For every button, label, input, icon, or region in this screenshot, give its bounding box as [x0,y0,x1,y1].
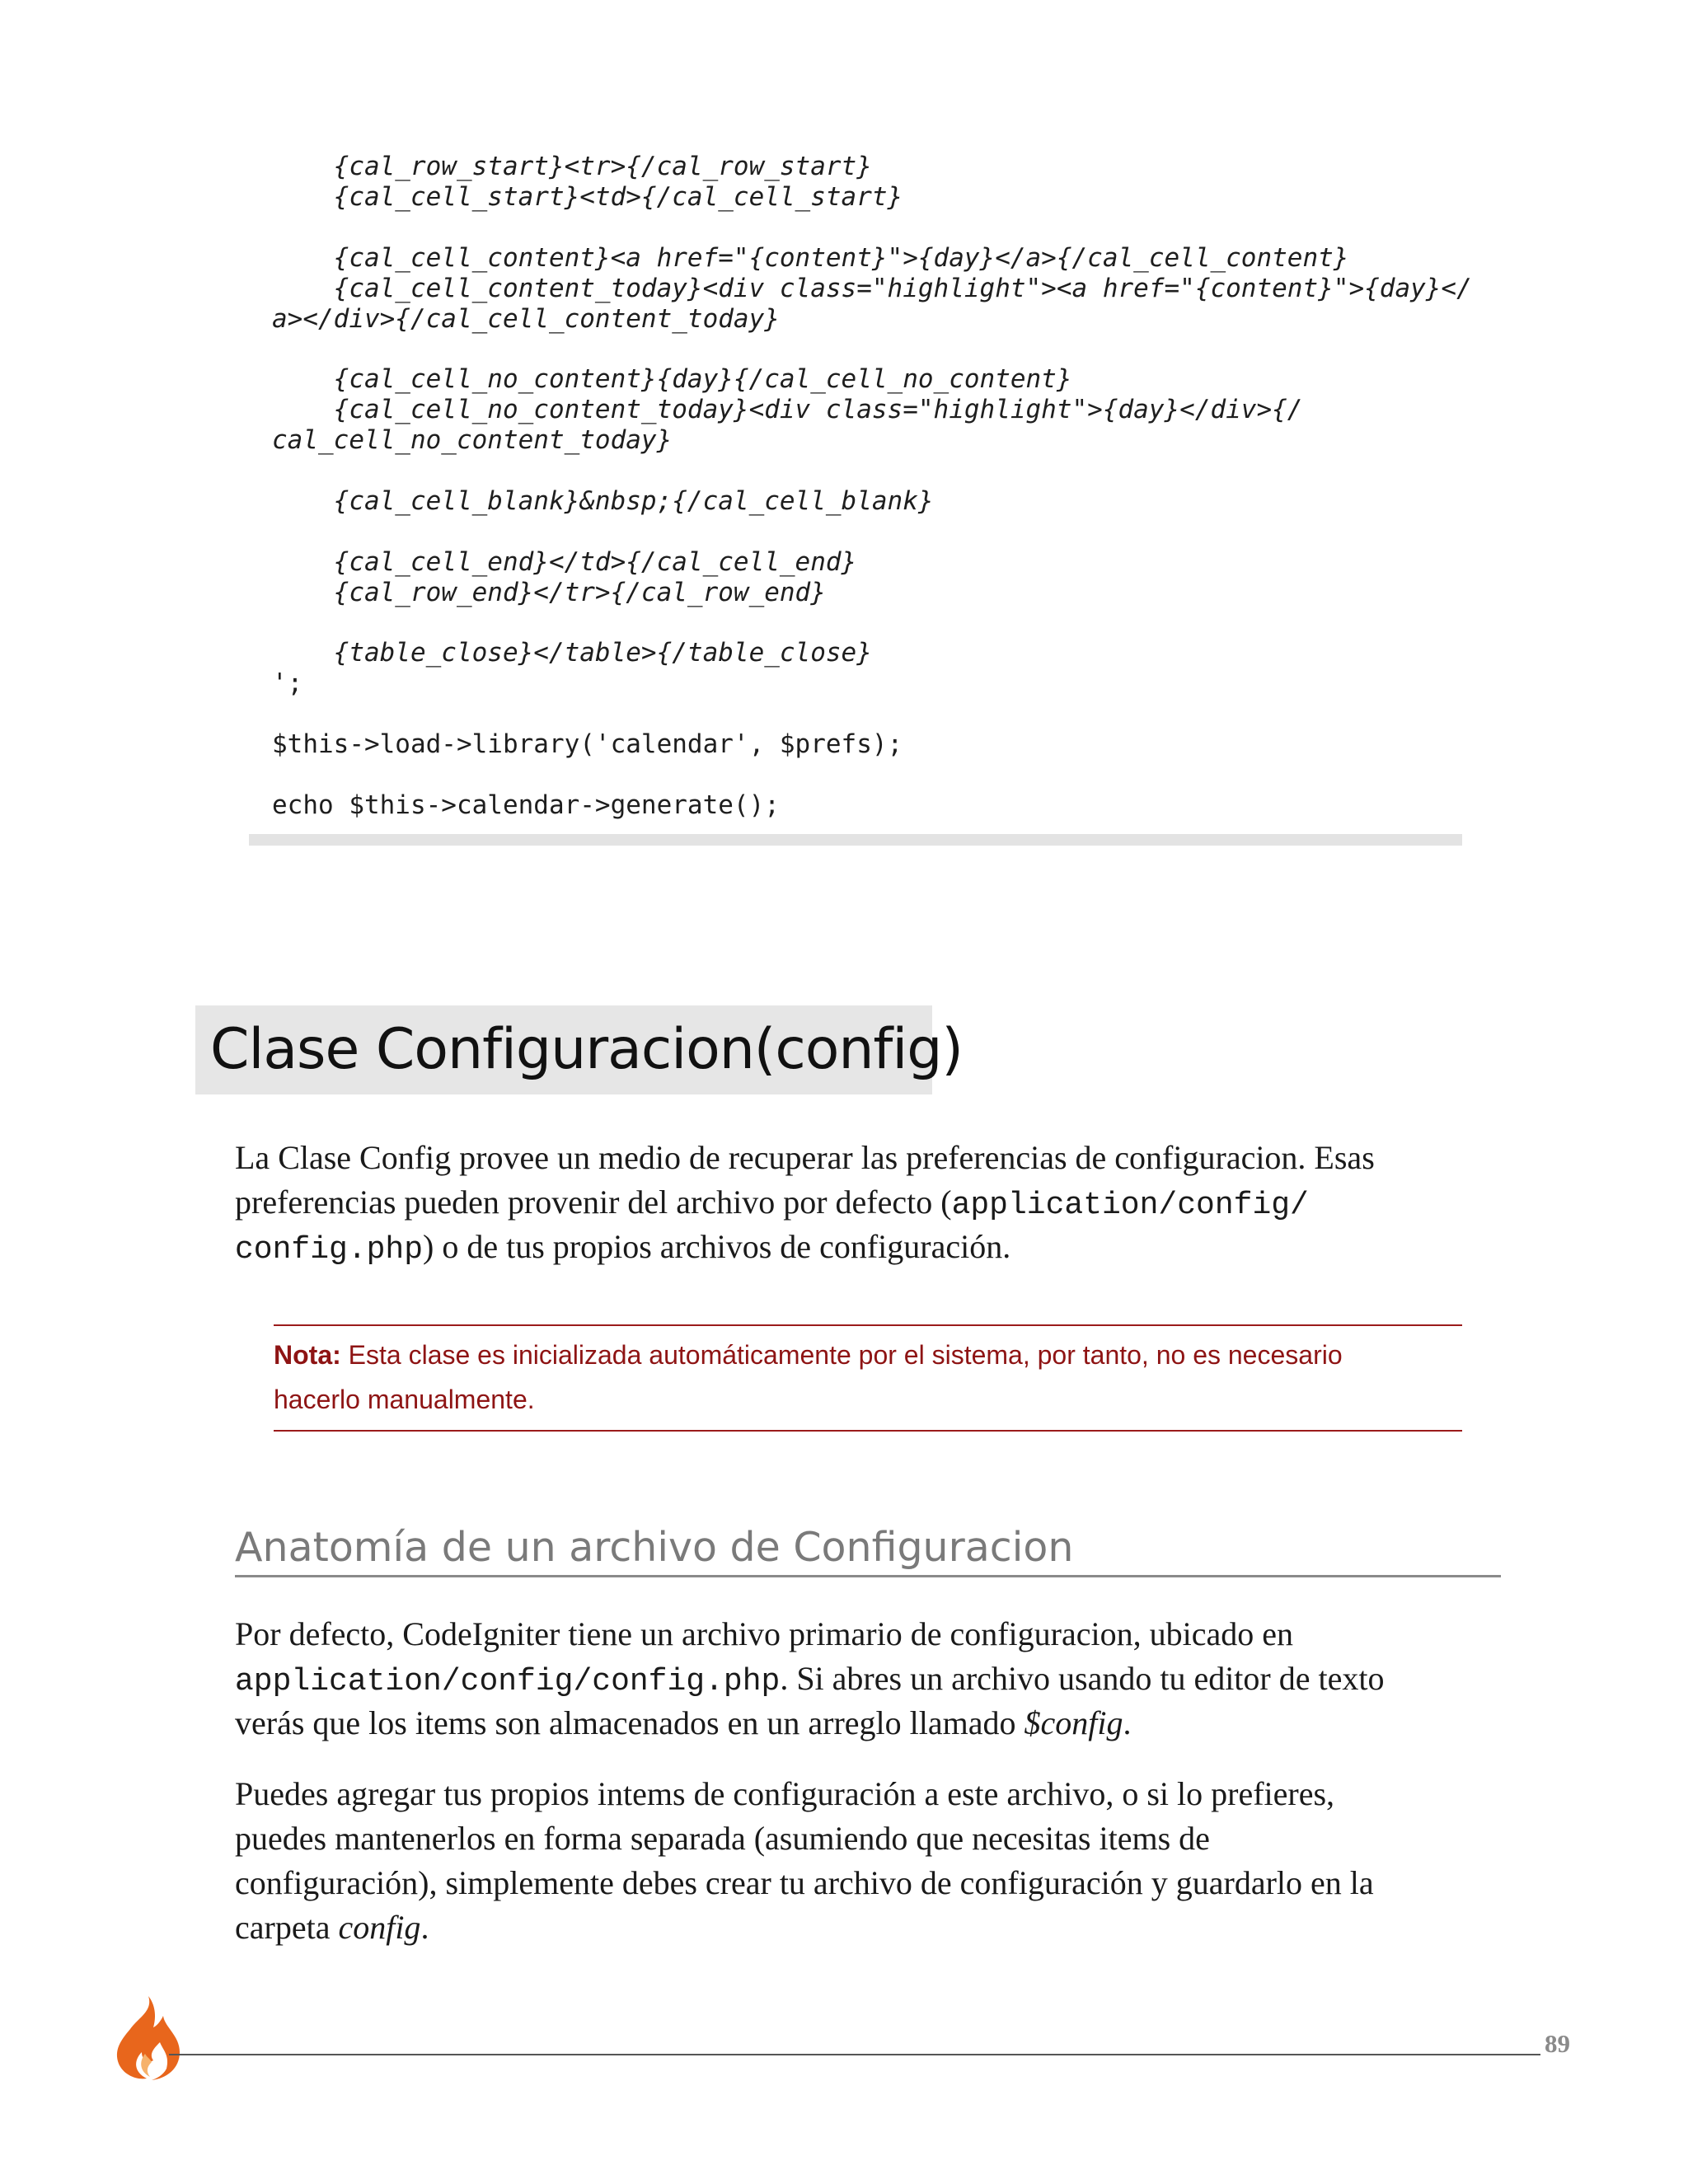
text-span: ) o de tus propios archivos de configuración. [423,1228,1011,1265]
section-title: Clase Configuracion(config) [210,1017,963,1082]
emphasis: $config [1024,1704,1123,1741]
codeigniter-flame-icon [106,1993,185,2082]
code-line: {cal_cell_start}<td>{/cal_cell_start} [272,182,903,212]
code-line: {cal_cell_content}<a href="{content}">{day}</a>{/cal_cell_content} [272,243,1349,273]
text-line [235,1180,1504,1225]
code-line: {table_close}</table>{/table_close} [272,638,872,668]
code-line: $this->load->library('calendar', $prefs); [272,729,903,759]
emphasis: config [338,1909,421,1946]
inline-code: application/config/ [951,1188,1309,1223]
note-bottom-rule [274,1430,1462,1432]
text-line [235,1701,1504,1746]
text-span: preferencias pueden provenir del archivo por defecto ( [235,1183,952,1221]
note-box [274,1333,1462,1422]
text-line: La Clase Config provee un medio de recuperar las preferencias de configuracion. Esas [235,1139,1375,1176]
intro-paragraph [235,1136,1504,1269]
note-label: Nota: [274,1340,341,1370]
code-line: {cal_cell_blank}&nbsp;{/cal_cell_blank} [272,486,934,516]
code-line: {cal_cell_no_content}{day}{/cal_cell_no_content} [272,364,1072,394]
text-line: puedes mantenerlos en forma separada (asumiendo que necesitas items de [235,1820,1210,1857]
code-line: echo $this->calendar->generate(); [272,790,780,820]
code-line: {cal_row_start}<tr>{/cal_row_start} [272,152,872,181]
text-line [235,1905,1504,1950]
code-line: cal_cell_no_content_today} [272,425,673,455]
inline-code: application/config/config.php [235,1664,781,1699]
text-span: verás que los items son almacenados en un arreglo llamado [235,1704,1025,1741]
text-line [235,1657,1504,1701]
code-line: {cal_cell_content_today}<div class="highlight"><a href="{content}">{day}</ [272,274,1472,303]
footer-rule [169,2054,1540,2055]
text-span: . Si abres un archivo usando tu editor de texto [780,1660,1385,1697]
subsection-title: Anatomía de un archivo de Configuracion [235,1524,1074,1571]
text-line [235,1225,1504,1269]
text-line [274,1333,1462,1377]
code-line: '; [272,668,303,698]
subsection-rule [235,1575,1501,1577]
code-line: a></div>{/cal_cell_content_today} [272,304,780,334]
page-number: 89 [1545,2029,1570,2058]
text-span: Esta clase es inicializada automáticamente por el sistema, por tanto, no es necesario [340,1340,1343,1370]
text-span: . [420,1909,429,1946]
text-span: carpeta [235,1909,339,1946]
code-block-bottom-bar [249,834,1462,846]
note-top-rule [274,1324,1462,1326]
code-line: {cal_row_end}</tr>{/cal_row_end} [272,578,826,607]
text-line: hacerlo manualmente. [274,1385,535,1414]
paragraph [235,1612,1504,1746]
code-line: {cal_cell_no_content_today}<div class="highlight">{day}</div>{/ [272,395,1303,424]
text-span: . [1123,1704,1132,1741]
text-line: Puedes agregar tus propios intems de configuración a este archivo, o si lo prefieres, [235,1775,1335,1812]
text-line: configuración), simplemente debes crear tu archivo de configuración y guardarlo en la [235,1864,1374,1901]
text-line: Por defecto, CodeIgniter tiene un archivo primario de configuracion, ubicado en [235,1615,1293,1652]
paragraph [235,1772,1504,1950]
code-line: {cal_cell_end}</td>{/cal_cell_end} [272,547,857,577]
inline-code: config.php [235,1232,424,1268]
